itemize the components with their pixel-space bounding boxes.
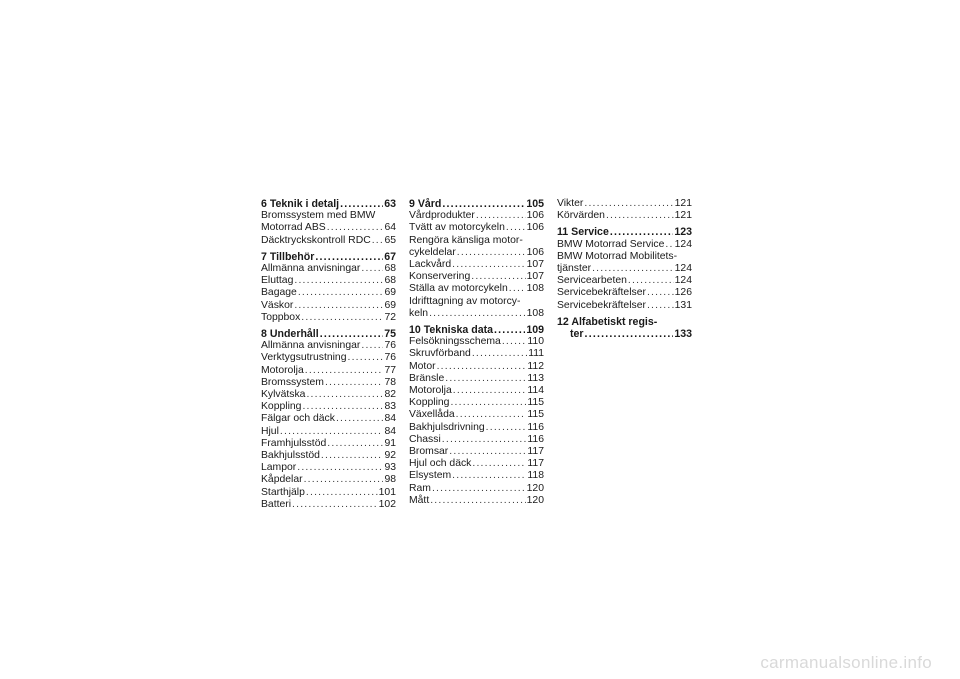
toc-entry[interactable]: BMW Motorrad Service ..... 124 <box>557 239 692 251</box>
toc-entry[interactable]: Motor ..... 112 <box>409 361 544 373</box>
toc-entry[interactable]: Verktygsutrustning ..... 76 <box>261 352 396 364</box>
toc-entry[interactable]: Allmänna anvisningar ..... 68 <box>261 263 396 275</box>
toc-entry[interactable]: Servicearbeten ..... 124 <box>557 275 692 287</box>
toc-entry[interactable]: Väskor ..... 69 <box>261 300 396 312</box>
watermark: carmanualsonline.info <box>760 653 932 672</box>
toc-entry[interactable]: Motorolja ..... 114 <box>409 385 544 397</box>
toc-entry[interactable]: Koppling ..... 115 <box>409 397 544 409</box>
toc-entry-line[interactable]: Rengöra känsliga motor- <box>409 234 523 246</box>
toc-entry[interactable]: Servicebekräftelser ..... 131 <box>557 300 692 312</box>
toc-entry[interactable]: Körvärden ..... 121 <box>557 210 692 222</box>
toc-heading-10[interactable]: 10 Tekniska data ..... 109 <box>409 324 544 336</box>
toc-entry[interactable]: Växellåda ..... 115 <box>409 409 544 421</box>
toc-entry[interactable]: Ram ..... 120 <box>409 483 544 495</box>
toc-entry[interactable]: Bakhjulsstöd ..... 92 <box>261 450 396 462</box>
toc-entry[interactable]: Servicebekräftelser ..... 126 <box>557 287 692 299</box>
toc-entry[interactable]: Allmänna anvisningar ..... 76 <box>261 340 396 352</box>
toc-entry[interactable]: Bromssystem ..... 78 <box>261 377 396 389</box>
toc-entry-line[interactable]: Idrifttagning av motorcy- <box>409 295 521 307</box>
toc-entry[interactable]: keln ..... 108 <box>409 308 544 320</box>
toc-heading-8[interactable]: 8 Underhåll ..... 75 <box>261 328 396 340</box>
toc-entry[interactable]: Starthjälp ..... 101 <box>261 487 396 499</box>
toc-heading-9[interactable]: 9 Vård ..... 105 <box>409 198 544 210</box>
toc-entry[interactable]: Chassi ..... 116 <box>409 434 544 446</box>
toc-entry[interactable]: Mått ..... 120 <box>409 495 544 507</box>
toc-entry[interactable]: Hjul och däck ..... 117 <box>409 458 544 470</box>
toc-entry[interactable]: Batteri ..... 102 <box>261 499 396 511</box>
toc-entry[interactable]: Bränsle ..... 113 <box>409 373 544 385</box>
toc-heading-7[interactable]: 7 Tillbehör ..... 67 <box>261 251 396 263</box>
toc-entry[interactable]: Hjul ..... 84 <box>261 426 396 438</box>
toc-entry[interactable]: Bagage ..... 69 <box>261 287 396 299</box>
toc-entry-line[interactable]: Bromssystem med BMW <box>261 210 376 222</box>
toc-column-2 <box>409 198 544 507</box>
toc-entry[interactable]: Motorolja ..... 77 <box>261 365 396 377</box>
toc-entry[interactable]: Lackvård ..... 107 <box>409 259 544 271</box>
toc-heading-6[interactable]: 6 Teknik i detalj ..... 63 <box>261 198 396 210</box>
toc-entry[interactable]: Fälgar och däck ..... 84 <box>261 413 396 425</box>
toc-entry[interactable]: Toppbox ..... 72 <box>261 312 396 324</box>
toc-entry[interactable]: Tvätt av motorcykeln ..... 106 <box>409 222 544 234</box>
toc-entry[interactable]: Motorrad ABS ..... 64 <box>261 222 396 234</box>
toc-entry[interactable]: Vikter ..... 121 <box>557 198 692 210</box>
toc-entry[interactable]: Ställa av motorcykeln ..... 108 <box>409 283 544 295</box>
toc-heading-12[interactable]: ter ..... 133 <box>557 328 692 340</box>
toc-entry[interactable]: Elsystem ..... 118 <box>409 470 544 482</box>
toc-entry[interactable]: Kåpdelar ..... 98 <box>261 474 396 486</box>
toc-column-1 <box>261 198 396 511</box>
toc-entry[interactable]: Bromsar ..... 117 <box>409 446 544 458</box>
toc-entry[interactable]: Framhjulsstöd ..... 91 <box>261 438 396 450</box>
toc-entry[interactable]: Vårdprodukter ..... 106 <box>409 210 544 222</box>
toc-entry[interactable]: Lampor ..... 93 <box>261 462 396 474</box>
toc-entry[interactable]: Skruvförband ..... 111 <box>409 348 544 360</box>
toc-entry[interactable]: cykeldelar ..... 106 <box>409 247 544 259</box>
toc-entry[interactable]: Bakhjulsdrivning ..... 116 <box>409 422 544 434</box>
toc-heading-12-line[interactable]: 12 Alfabetiskt regis- <box>557 315 658 328</box>
toc-entry[interactable]: Däcktryckskontroll RDC ..... 65 <box>261 235 396 247</box>
toc-heading-11[interactable]: 11 Service ..... 123 <box>557 226 692 238</box>
toc-entry[interactable]: Konservering ..... 107 <box>409 271 544 283</box>
toc-entry[interactable]: Felsökningsschema ..... 110 <box>409 336 544 348</box>
toc-entry[interactable]: Koppling ..... 83 <box>261 401 396 413</box>
toc-entry[interactable]: tjänster ..... 124 <box>557 263 692 275</box>
toc-entry-line[interactable]: BMW Motorrad Mobilitets- <box>557 250 678 262</box>
toc-entry[interactable]: Kylvätska ..... 82 <box>261 389 396 401</box>
toc-entry[interactable]: Eluttag ..... 68 <box>261 275 396 287</box>
toc-column-3 <box>557 198 692 340</box>
